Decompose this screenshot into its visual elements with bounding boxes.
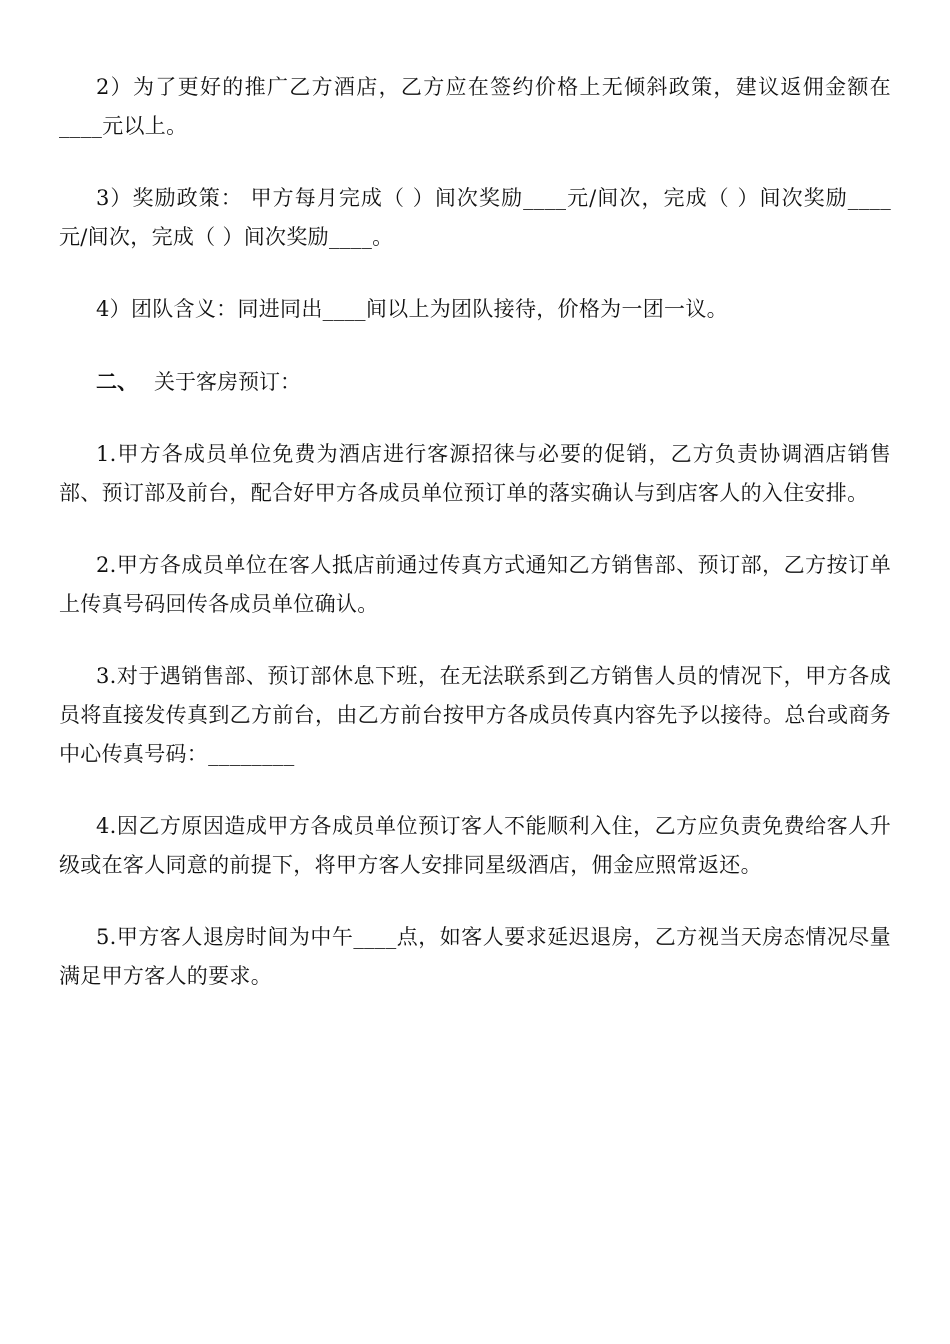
document-page xyxy=(59,68,891,1029)
list-item-2: 2.甲方各成员单位在客人抵店前通过传真方式通知乙方销售部、预订部，乙方按订单上传真号码回传各成员单位确认。 xyxy=(59,553,891,616)
section-number: 二、 xyxy=(96,369,138,394)
list-item-1: 1.甲方各成员单位免费为酒店进行客源招徕与必要的促销，乙方负责协调酒店销售部、预订部及前台，配合好甲方各成员单位预订单的落实确认与到店客人的入住安排。 xyxy=(59,442,891,505)
section-title: 关于客房预订： xyxy=(154,370,301,394)
list-item-5: 5.甲方客人退房时间为中午____点，如客人要求延迟退房，乙方视当天房态情况尽量满足甲方客人的要求。 xyxy=(59,925,891,988)
list-item-3: 3.对于遇销售部、预订部休息下班，在无法联系到乙方销售人员的情况下，甲方各成员将直接发传真到乙方前台，由乙方前台按甲方各成员传真内容先予以接待。总台或商务中心传真号码：________ xyxy=(59,664,891,766)
paragraph-group-definition: 4）团队含义：同进同出____间以上为团队接待，价格为一团一议。 xyxy=(96,297,728,321)
section-heading-room-booking xyxy=(59,362,891,402)
paragraph-commission: 2）为了更好的推广乙方酒店，乙方应在签约价格上无倾斜政策，建议返佣金额在____元以上。 xyxy=(59,75,891,138)
paragraph-reward-policy: 3）奖励政策： 甲方每月完成（ ）间次奖励____元/间次，完成（ ）间次奖励____元/间次，完成（ ）间次奖励____。 xyxy=(59,186,891,249)
list-item-4: 4.因乙方原因造成甲方各成员单位预订客人不能顺利入住，乙方应负责免费给客人升级或在客人同意的前提下，将甲方客人安排同星级酒店，佣金应照常返还。 xyxy=(59,814,891,877)
